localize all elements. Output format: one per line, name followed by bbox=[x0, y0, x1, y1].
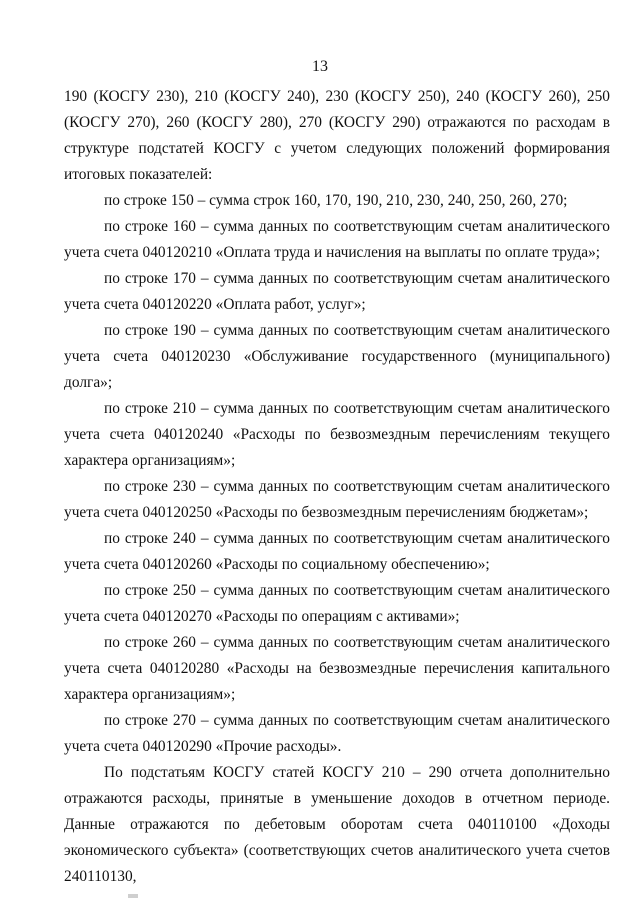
paragraph-4: по строке 170 – сумма данных по соответствующим счетам аналитического учета счета 040120220 «Оплата работ, услуг»; bbox=[64, 270, 610, 313]
paragraph-2: по строке 150 – сумма строк 160, 170, 190, 210, 230, 240, 250, 260, 270; bbox=[104, 192, 568, 209]
paragraph-1: 190 (КОСГУ 230), 210 (КОСГУ 240), 230 (КОСГУ 250), 240 (КОСГУ 260), 250 (КОСГУ 270), 260 (КОСГУ 280), 270 (КОСГУ 290) отражаются по расходам в структуре подстатей КОСГУ с учетом следующих положений формирования итоговых показателей: bbox=[64, 88, 610, 183]
paragraph-9: по строке 250 – сумма данных по соответствующим счетам аналитического учета счета 040120270 «Расходы по операциям с активами»; bbox=[64, 582, 610, 625]
paragraph-11: по строке 270 – сумма данных по соответствующим счетам аналитического учета счета 040120290 «Прочие расходы». bbox=[64, 712, 610, 755]
page-number: 13 bbox=[312, 58, 328, 75]
paragraph-10: по строке 260 – сумма данных по соответствующим счетам аналитического учета счета 040120280 «Расходы на безвозмездные перечисления капитального характера организациям»; bbox=[64, 634, 610, 703]
paragraph-6: по строке 210 – сумма данных по соответствующим счетам аналитического учета счета 040120240 «Расходы по безвозмездным перечислениям текущего характера организациям»; bbox=[64, 400, 610, 469]
document-body bbox=[64, 84, 610, 890]
paragraph-7: по строке 230 – сумма данных по соответствующим счетам аналитического учета счета 040120250 «Расходы по безвозмездным перечислениям бюджетам»; bbox=[64, 478, 610, 521]
paragraph-12: По подстатьям КОСГУ статей КОСГУ 210 – 290 отчета дополнительно отражаются расходы, принятые в уменьшение доходов в отчетном периоде. Данные отражаются по дебетовым оборотам счета 040110100 «Доходы экономического субъекта» (соответствующих счетов аналитического учета счетов 240110130, bbox=[64, 764, 610, 885]
paragraph-3: по строке 160 – сумма данных по соответствующим счетам аналитического учета счета 040120210 «Оплата труда и начисления на выплаты по оплате труда»; bbox=[64, 218, 610, 261]
paragraph-8: по строке 240 – сумма данных по соответствующим счетам аналитического учета счета 040120260 «Расходы по социальному обеспечению»; bbox=[64, 530, 610, 573]
paragraph-5: по строке 190 – сумма данных по соответствующим счетам аналитического учета счета 040120230 «Обслуживание государственного (муниципального) долга»; bbox=[64, 322, 610, 391]
scan-artifact bbox=[128, 894, 138, 898]
